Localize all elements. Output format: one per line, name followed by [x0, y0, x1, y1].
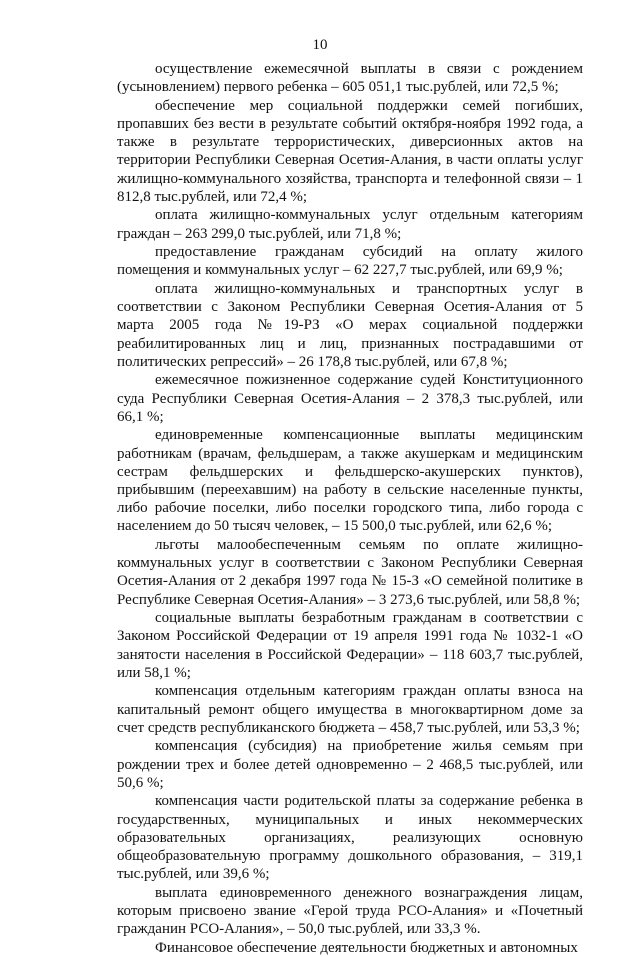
paragraph-honorary-award: выплата единовременного денежного вознаграждения лицам, которым присвоено звание «Герой труда РСО-Алания» и «Почетный гражданин РСО-Алания», – 50,0 тыс.рублей, или 33,3 %. [117, 884, 583, 938]
paragraph-families-of-victims: обеспечение мер социальной поддержки семей погибших, пропавших без вести в результате событий октября-ноября 1992 года, а также в результате террористических, диверсионных актов на территории Республики Северная Осетия-Алания, в части оплаты услуг жилищно-коммунального хозяйства, транспорта и телефонной связи – 1 812,8 тыс.рублей, или 72,4 %; [117, 97, 583, 205]
paragraph-housing-multiple-births: компенсация (субсидия) на приобретение жилья семьям при рождении трех и более детей одновременно – 2 468,5 тыс.рублей, или 50,6 %; [117, 738, 583, 791]
paragraph-capital-repair: компенсация отдельным категориям граждан оплаты взноса на капитальный ремонт общего имущества в многоквартирном доме за счет средств республиканского бюджета – 458,7 тыс.рублей, или 53,3 %; [117, 683, 583, 736]
paragraph-repressed-persons: оплата жилищно-коммунальных и транспортных услуг в соответствии с Законом Республики Северная Осетия-Алания от 5 марта 2005 года №19-РЗ «О мерах социальной поддержки реабилитированных лиц и лиц, признанных пострадавшими от политических репрессий» – 26 178,8 тыс.рублей, или 67,8 %; [117, 281, 583, 370]
paragraph-medical-workers: единовременные компенсационные выплаты медицинским работникам (врачам, фельдшерам, а также акушеркам и медицинским сестрам фельдшерских и фельдшерско-акушерских пунктов), прибывшим (переехавшим) на работу в сельские населенные пункты, либо рабочие поселки, либо поселки городского типа, либо города с населением до 50 тысяч человек, – 15 500,0 тыс.рублей, или 62,6 %; [117, 427, 583, 535]
paragraph-housing-utilities: оплата жилищно-коммунальных услуг отдельным категориям граждан – 263 299,0 тыс.рублей, или 71,8 %; [117, 207, 583, 242]
paragraph-monthly-payment-first-child: осуществление ежемесячной выплаты в связи с рождением (усыновлением) первого ребенка – 605 051,1 тыс.рублей, или 72,5 %; [117, 61, 583, 96]
paragraph-preschool-fee: компенсация части родительской платы за содержание ребенка в государственных, муниципальных и иных некоммерческих образовательных организациях, реализующих основную общеобразовательную программу дошкольного образования, – 319,1 тыс.рублей, или 39,6 %; [117, 793, 583, 883]
page-number: 10 [312, 37, 328, 53]
paragraph-unemployed: социальные выплаты безработным гражданам в соответствии с Законом Российской Федерации от 19 апреля 1991 года № 1032-1 «О занятости населения в Российской Федерации» – 118 603,7 тыс.рублей, или 58,1 %; [117, 610, 583, 681]
paragraph-financial-support: Финансовое обеспечение деятельности бюджетных и автономных [155, 939, 578, 956]
paragraph-low-income-families: льготы малообеспеченным семьям по оплате жилищно-коммунальных услуг в соответствии с Законом Республики Северная Осетия-Алания от 2 декабря 1997 года № 15-З «О семейной политике в Республике Северная Осетия-Алания» – 3 273,6 тыс.рублей, или 58,8 %; [117, 537, 583, 608]
paragraph-housing-subsidies: предоставление гражданам субсидий на оплату жилого помещения и коммунальных услуг – 62 227,7 тыс.рублей, или 69,9 %; [117, 244, 583, 279]
document-body [117, 60, 583, 957]
paragraph-judges-allowance: ежемесячное пожизненное содержание судей Конституционного суда Республики Северная Осетия-Алания – 2 378,3 тыс.рублей, или 66,1 %; [117, 372, 583, 425]
